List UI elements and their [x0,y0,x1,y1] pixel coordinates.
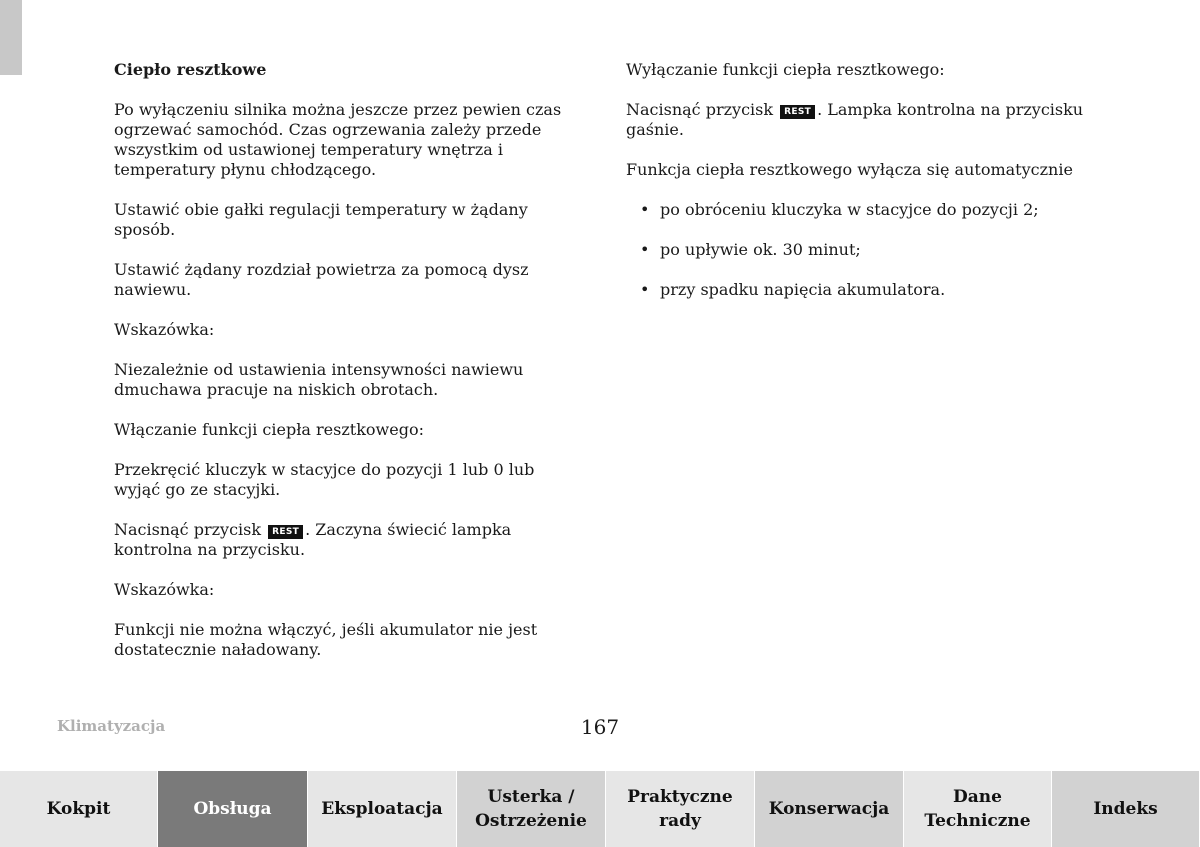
enable-heading: Włączanie funkcji ciepła resztkowego: [114,420,424,439]
left-column [114,60,582,680]
note-label: Wskazówka: [114,580,215,599]
page-edge-marker [0,0,22,75]
list-item-text: po upływie ok. 30 minut; [660,240,861,259]
bullet-icon: • [640,200,650,219]
air-distribution-paragraph: Ustawić żądany rozdział powietrza za pomocą dysz nawiewu. [114,260,529,299]
page-number: 167 [580,715,620,739]
enable-step-press-rest [114,520,582,560]
tab-indeks[interactable]: Indeks [1052,771,1200,847]
disable-step-text-after: . Lampka kontrolna na przycisku gaśnie. [626,100,1084,139]
list-item-text: po obróceniu kluczyka w stacyjce do pozycji 2; [660,200,1039,219]
list-item [626,240,1096,260]
tab-kokpit[interactable]: Kokpit [0,771,158,847]
rest-key-icon: REST [268,525,303,539]
disable-step-text-before: Nacisnąć przycisk [626,100,774,119]
tab-obsluga[interactable]: Obsługa [158,771,308,847]
disable-step-press-rest [626,100,1096,140]
tab-praktyczne-rady[interactable]: Praktyczne rady [606,771,755,847]
enable-step-text-after: . Zaczyna świecić lampka kontrolna na przycisku. [114,520,512,559]
auto-off-intro: Funkcja ciepła resztkowego wyłącza się automatycznie [626,160,1073,179]
auto-off-list [626,200,1096,300]
enable-step-text-before: Nacisnąć przycisk [114,520,262,539]
list-item [626,200,1096,220]
enable-step-ignition: Przekręcić kluczyk w stacyjce do pozycji 1 lub 0 lub wyjąć go ze stacyjki. [114,460,535,499]
temperature-paragraph: Ustawić obie gałki regulacji temperatury w żądany sposób. [114,200,528,239]
tab-eksploatacja[interactable]: Eksploatacja [308,771,457,847]
rest-key-icon: REST [780,105,815,119]
bullet-icon: • [640,280,650,299]
tab-konserwacja[interactable]: Konserwacja [755,771,904,847]
right-column [626,60,1096,320]
chapter-nav [0,771,1200,847]
list-item-text: przy spadku napięcia akumulatora. [660,280,946,299]
list-item [626,280,1096,300]
note-text: Niezależnie od ustawienia intensywności nawiewu dmuchawa pracuje na niskich obrotach. [114,360,524,399]
bullet-icon: • [640,240,650,259]
intro-paragraph: Po wyłączeniu silnika można jeszcze przez pewien czas ogrzewać samochód. Czas ogrzewania zależy przede wszystkim od ustawionej temperatury wnętrza i temperatury płynu chłodzącego. [114,100,562,179]
note-label: Wskazówka: [114,320,215,339]
tab-dane-techniczne[interactable]: Dane Techniczne [904,771,1052,847]
disable-heading: Wyłączanie funkcji ciepła resztkowego: [626,60,945,79]
tab-usterka-ostrzezenie[interactable]: Usterka / Ostrzeżenie [457,771,606,847]
section-label: Klimatyzacja [57,717,166,735]
note-text: Funkcji nie można włączyć, jeśli akumulator nie jest dostatecznie naładowany. [114,620,538,659]
section-heading: Ciepło resztkowe [114,60,267,79]
